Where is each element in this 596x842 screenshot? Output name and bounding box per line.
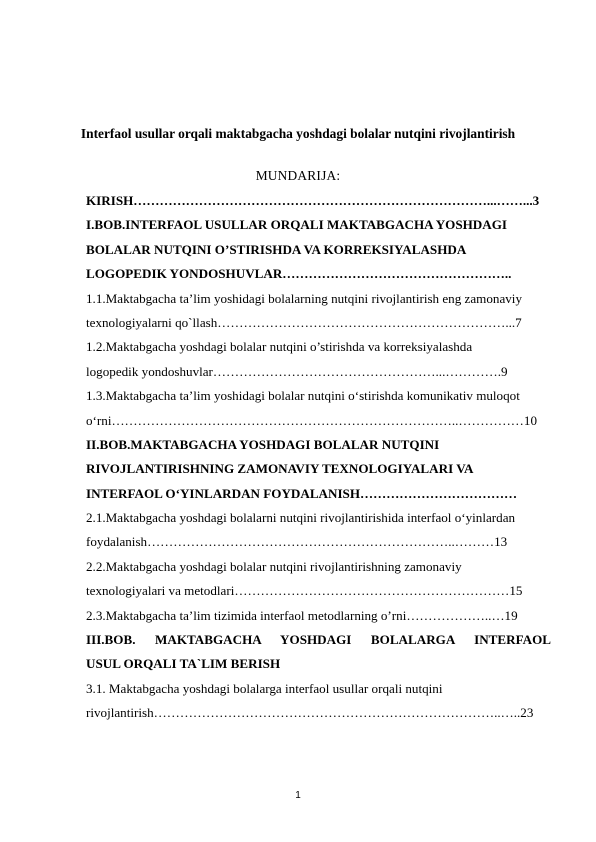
- toc-line: 2.1.Maktabgacha yoshdagi bolalarni nutqini rivojlantirishida interfaol o‘yinlardan: [86, 510, 516, 526]
- toc-line: 1.2.Maktabgacha yoshdagi bolalar nutqini o’stirishda va korreksiyalashda: [86, 339, 473, 355]
- document-title: Interfaol usullar orqali maktabgacha yoshdagi bolalar nutqini rivojlantirish: [80, 126, 516, 141]
- toc-line: III.BOB. MAKTABGACHA YOSHDAGI BOLALARGA INTERFAOL: [86, 632, 551, 648]
- toc-line: I.BOB.INTERFAOL USULLAR ORQALI MAKTABGACHA YOSHDAGI: [86, 217, 507, 233]
- toc-line: logopedik yondoshuvlar……………………………………………...………….9: [86, 363, 508, 379]
- toc-line: USUL ORQALI TA`LIM BERISH: [86, 656, 281, 672]
- toc-line: 3.1. Maktabgacha yoshdagi bolalarga interfaol usullar orqali nutqini: [86, 680, 443, 696]
- toc-line: BOLALAR NUTQINI O’STIRISHDA VA KORREKSIYALASHDA: [86, 241, 467, 257]
- toc-line: rivojlantirish……………………………………………………………………..…..23: [86, 705, 534, 721]
- toc-line: texnologiyalari va metodlari………………………………………………………15: [86, 583, 523, 599]
- toc-line: foydalanish……………………………………………………………..………13: [86, 534, 508, 550]
- toc-line: 1.3.Maktabgacha ta’lim yoshidagi bolalar nutqini o‘stirishda komunikativ muloqot: [86, 388, 520, 404]
- toc-line: 2.3.Maktabgacha ta’lim tizimida interfaol metodlarning o’rni………………..…19: [86, 607, 518, 623]
- toc-line: o‘rni……………………………………………………………………..……………10: [86, 412, 537, 428]
- toc-heading: MUNDARIJA:: [255, 168, 341, 183]
- toc-line: texnologiyalarni qo`llash…………………………………………………………...7: [86, 314, 522, 330]
- toc-line: II.BOB.MAKTABGACHA YOSHDAGI BOLALAR NUTQINI: [86, 436, 440, 452]
- table-of-contents: [86, 189, 551, 726]
- toc-line: LOGOPEDIK YONDOSHUVLAR……………………………………………..: [86, 266, 512, 282]
- toc-line: KIRISH………………………………………………………………………...……...3: [86, 193, 540, 208]
- page-number: 1: [295, 790, 301, 801]
- toc-line: 1.1.Maktabgacha ta’lim yoshidagi bolalarning nutqini rivojlantirish eng zamonaviy: [86, 290, 522, 306]
- toc-line: RIVOJLANTIRISHNING ZAMONAVIY TEXNOLOGIYALARI VA: [86, 461, 474, 477]
- toc-line: INTERFAOL O‘YINLARDAN FOYDALANISH………………………………: [86, 485, 518, 501]
- toc-line: 2.2.Maktabgacha yoshdagi bolalar nutqini rivojlantirishning zamonaviy: [86, 558, 462, 574]
